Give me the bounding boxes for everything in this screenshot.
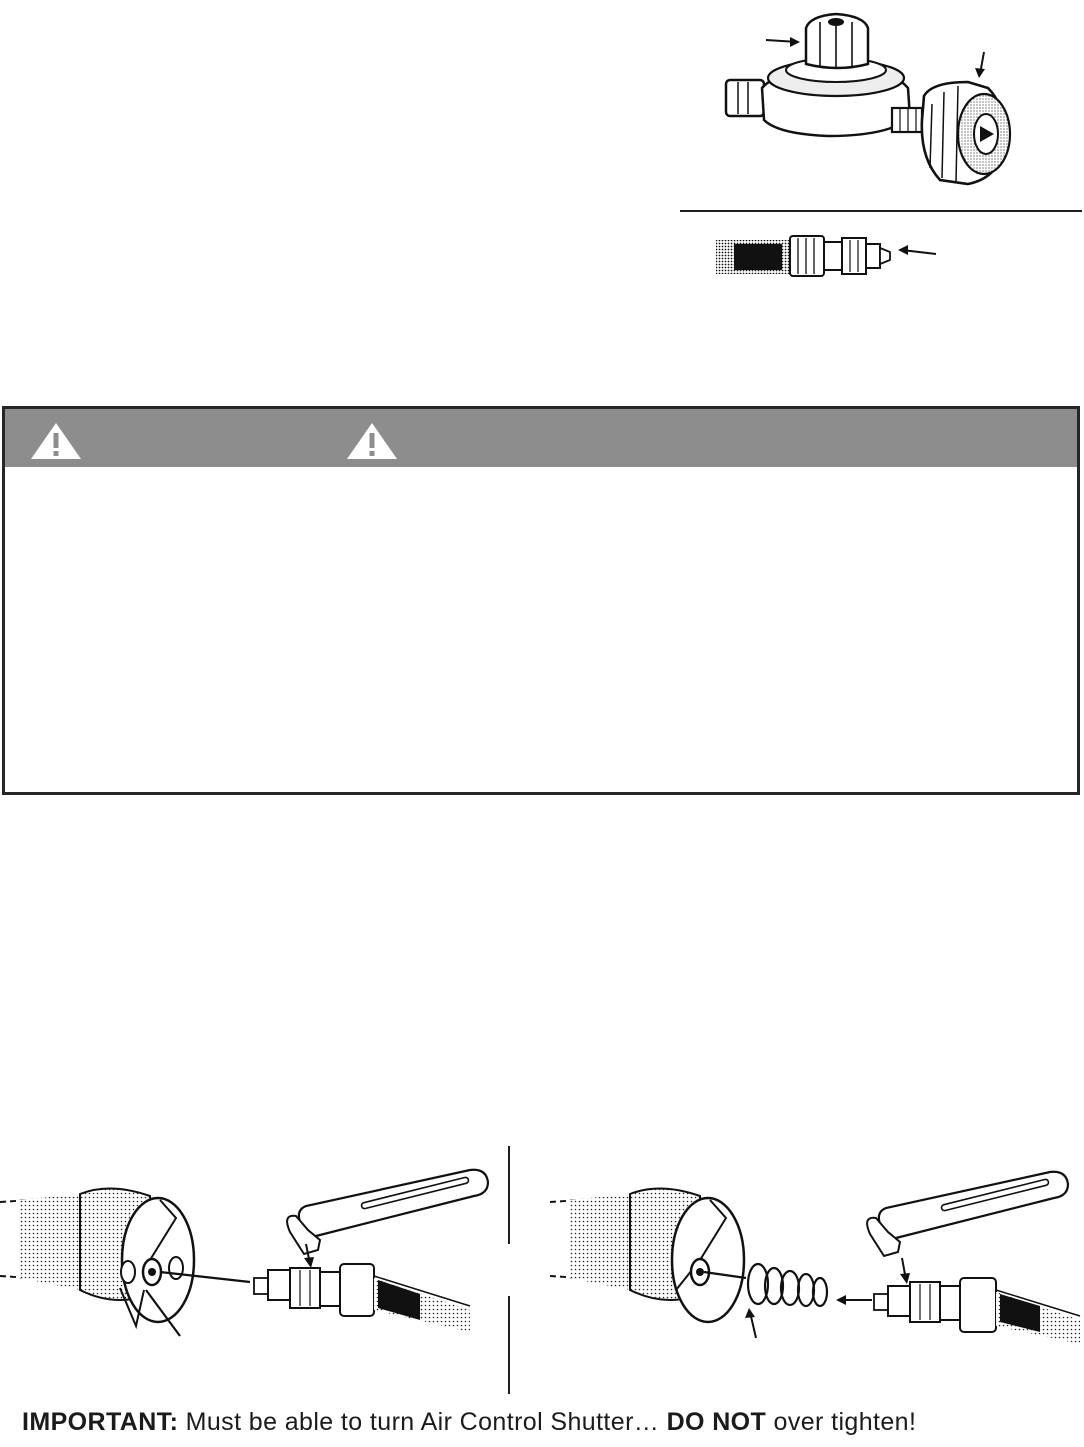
orifice-install-illustration: [0, 1160, 500, 1360]
warning-header: [5, 409, 1077, 467]
hose-fitting-illustration: [706, 224, 956, 284]
orifice-spring-install-illustration: [550, 1160, 1084, 1360]
figure-divider-vertical: [508, 1296, 510, 1394]
regulator-illustration: [718, 8, 1038, 194]
important-emphasis: DO NOT: [666, 1408, 767, 1436]
important-note: [22, 1408, 1082, 1444]
important-label: IMPORTANT:: [22, 1408, 179, 1436]
figure-divider-vertical: [508, 1146, 510, 1244]
figure-divider: [680, 210, 1082, 212]
important-text-1: Must be able to turn Air Control Shutter…: [178, 1408, 667, 1436]
warning-triangle-icon: [29, 421, 83, 461]
important-text-2: over tighten!: [766, 1408, 917, 1436]
warning-triangle-icon: [345, 421, 399, 461]
warning-box: [2, 406, 1080, 795]
